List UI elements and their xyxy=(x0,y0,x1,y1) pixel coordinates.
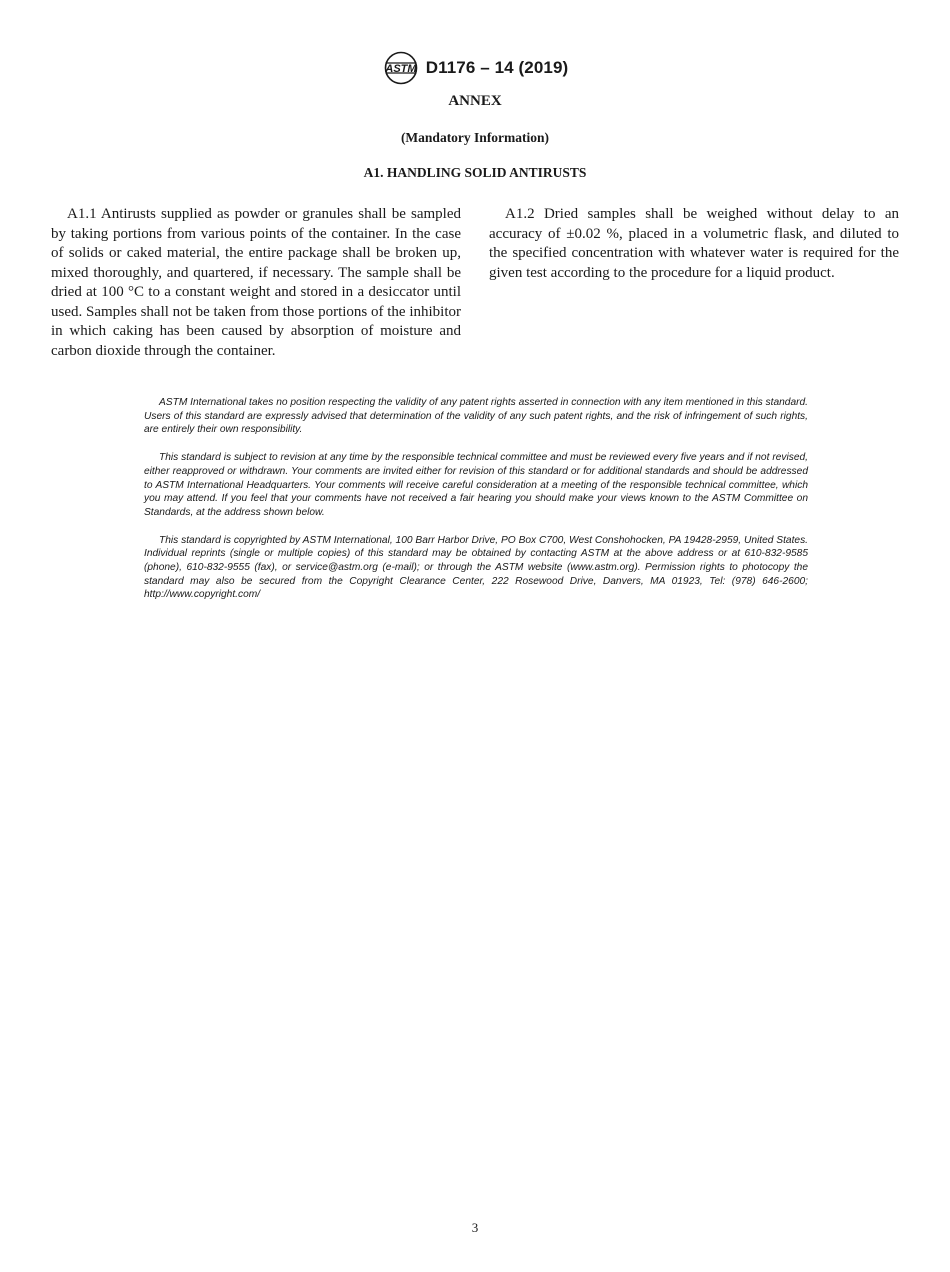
patent-notice: ASTM International takes no position respecting the validity of any patent rights asserted in connection with any item mentioned in this standard. Users of this standard are expressly advised that determination of the validity of any such patent rights, and the risk of infringement of such rights, are entirely their own responsibility. xyxy=(144,397,808,436)
section-heading: A1. HANDLING SOLID ANTIRUSTS xyxy=(363,165,587,180)
revision-notice: This standard is subject to revision at any time by the responsible technical committee and must be reviewed every five years and if not revised, either reapproved or withdrawn. Your comments are invited either for revision of this standard or for additional standards and should be addressed to ASTM International Headquarters. Your comments will receive careful consideration at a meeting of the responsible technical committee, which you may attend. If you feel that your comments have not received a fair hearing you should make your views known to the ASTM Committee on Standards, at the address shown below. xyxy=(144,452,808,518)
legal-notices xyxy=(144,396,808,616)
astm-logo-icon xyxy=(382,50,420,86)
page-number: 3 xyxy=(471,1220,479,1235)
svg-text:ASTM: ASTM xyxy=(385,63,417,75)
copyright-notice: This standard is copyrighted by ASTM International, 100 Barr Harbor Drive, PO Box C700, West Conshohocken, PA 19428-2959, United States. Individual reprints (single or multiple copies) of this standard may be obtained by contacting ASTM at the above address or at 610-832-9585 (phone), 610-832-9555 (fax), or service@astm.org (e-mail); or through the ASTM website (www.astm.org). Permission rights to photocopy the standard may also be secured from the Copyright Clearance Center, 222 Rosewood Drive, Danvers, MA 01923, Tel: (978) 646-2600; http://www.copyright.com/ xyxy=(144,534,808,601)
annex-subtitle: (Mandatory Information) xyxy=(400,130,550,145)
document-header xyxy=(0,50,950,86)
left-column xyxy=(51,205,461,361)
paragraph-a1-1: A1.1 Antirusts supplied as powder or granules shall be sampled by taking portions from various points of the container. In the case of solids or caked material, the entire package shall be broken up, mixed thoroughly, and quartered, if necessary. The sample shall be dried at 100 °C to a constant weight and stored in a desiccator until used. Samples shall not be taken from those portions of the inhibitor in which caking has been caused by absorption of moisture and carbon dioxide through the container. xyxy=(51,206,461,359)
annex-title: ANNEX xyxy=(448,93,502,109)
standard-designation: D1176 – 14 (2019) xyxy=(425,58,569,77)
paragraph-a1-2: A1.2 Dried samples shall be weighed without delay to an accuracy of ±0.02 %, placed in a volumetric flask, and diluted to the specified concentration with whatever water is required for the given test according to the procedure for a liquid product. xyxy=(489,206,899,281)
right-column xyxy=(489,205,899,283)
